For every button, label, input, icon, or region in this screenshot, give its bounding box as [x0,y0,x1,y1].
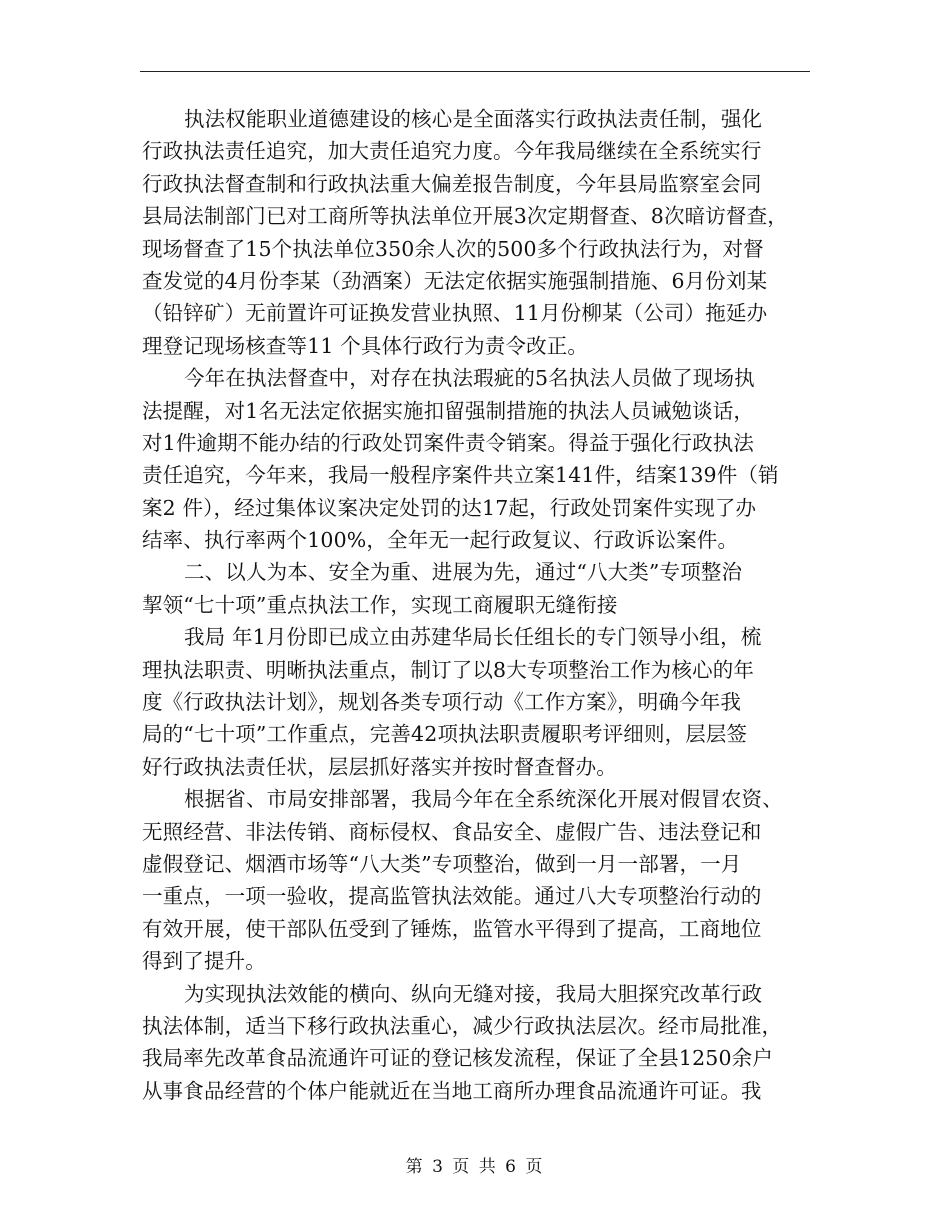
text-line: 执法体制，适当下移行政执法重心，减少行政执法层次。经市局批准， [142,1013,783,1038]
text-line: 度《行政执法计划》，规划各类专项行动《工作方案》，明确今年我 [142,690,741,715]
text-line: 为实现执法效能的横向、纵向无缝对接，我局大胆探究改革行政 [184,981,763,1006]
text-line: 现场督查了15个执法单位350余人次的500多个行政执法行为，对督 [142,236,764,261]
text-line: 好行政执法责任状，层层抓好落实并按时督查督办。 [142,754,617,779]
header-rule [140,71,810,72]
text-line: 结率、执行率两个100%，全年无一起行政复议、行政诉讼案件。 [142,528,739,553]
text-line: 无照经营、非法传销、商标侵权、食品安全、虚假广告、违法登记和 [142,819,762,844]
text-line: 行政执法责任追究，加大责任追究力度。今年我局继续在全系统实行 [142,139,762,164]
document-body [142,103,814,1107]
text-line: 我局率先改革食品流通许可证的登记核发流程，保证了全县1250余户 [142,1046,773,1071]
text-line: （铅锌矿）无前置许可证换发营业执照、11月份柳某（公司）拖延办 [142,301,768,326]
text-line: 理执法职责、明晰执法重点，制订了以8大专项整治工作为核心的年 [142,657,755,682]
text-line: 案2 件），经过集体议案决定处罚的达17起，行政处罚案件实现了办 [142,495,757,520]
text-line: 对1件逾期不能办结的行政处罚案件责令销案。得益于强化行政执法 [142,430,755,455]
text-line: 有效开展，使干部队伍受到了锤炼，监管水平得到了提高，工商地位 [142,916,762,941]
text-line: 二、以人为本、安全为重、进展为先，通过“八大类”专项整治 [184,560,743,585]
text-line: 得到了提升。 [142,949,266,974]
text-line: 挈领“七十项”重点执法工作，实现工商履职无缝衔接 [142,592,618,617]
text-line: 理登记现场核查等11 个具体行政行为责令改正。 [142,333,589,358]
text-line: 责任追究，今年来，我局一般程序案件共立案141件，结案139件（销 [142,463,779,488]
text-line: 法提醒，对1名无法定依据实施扣留强制措施的执法人员诫勉谈话， [142,398,755,423]
text-line: 行政执法督查制和行政执法重大偏差报告制度，今年县局监察室会同 [142,171,762,196]
text-line: 今年在执法督查中，对存在执法瑕疵的5名执法人员做了现场执 [184,366,755,391]
page-number-footer: 第 3 页 共 6 页 [405,1157,545,1177]
text-line: 查发觉的4月份李某（劲酒案）无法定依据实施强制措施、6月份刘某 [142,268,768,293]
text-line: 从事食品经营的个体户能就近在当地工商所办理食品流通许可证。我 [142,1078,762,1103]
text-line: 虚假登记、烟酒市场等“八大类”专项整治，做到一月一部署，一月 [142,851,742,876]
text-line: 局的“七十项”工作重点，完善42项执法职责履职考评细则，层层签 [142,722,748,747]
text-line: 根据省、市局安排部署，我局今年在全系统深化开展对假冒农资、 [184,787,783,812]
text-line: 我局 年1月份即已成立由苏建华局长任组长的专门领导小组，梳 [184,625,762,650]
text-line: 执法权能职业道德建设的核心是全面落实行政执法责任制，强化 [184,107,763,131]
text-line: 一重点，一项一验收，提高监管执法效能。通过八大专项整治行动的 [142,884,762,909]
text-line: 县局法制部门已对工商所等执法单位开展3次定期督查、8次暗访督查， [142,204,788,229]
